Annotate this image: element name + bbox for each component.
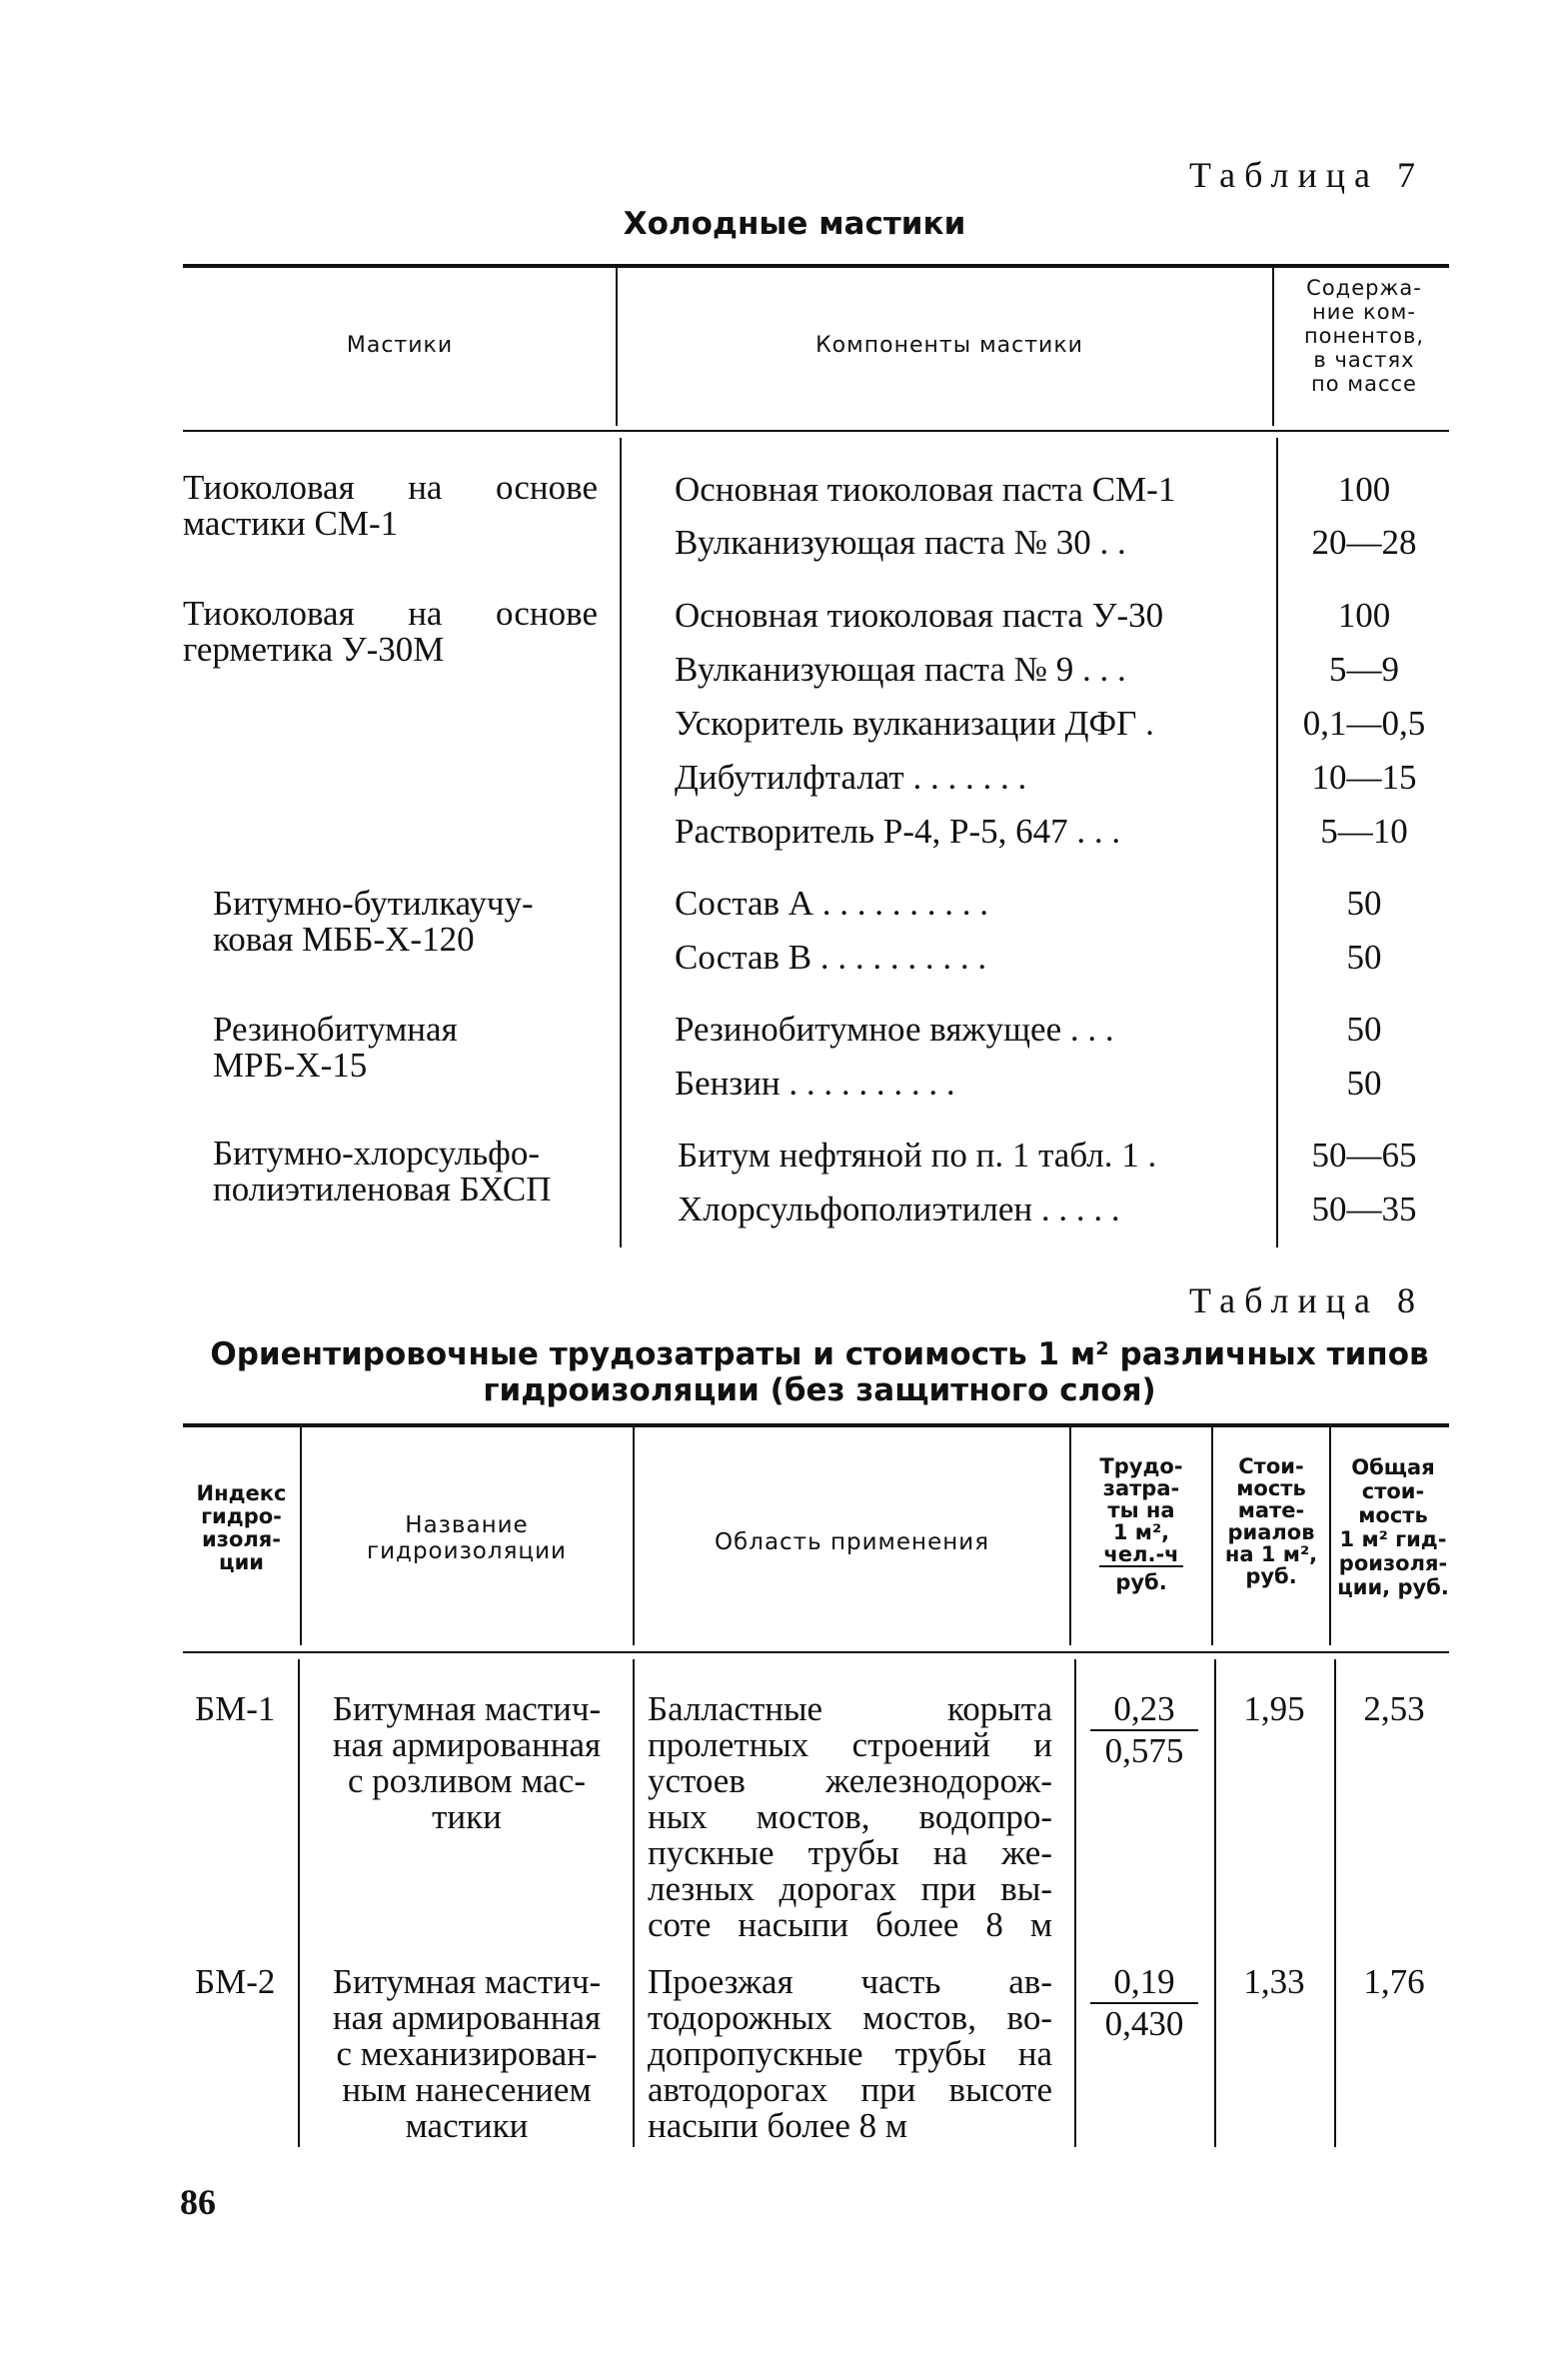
table7-header-content-line: ние ком-	[1312, 300, 1416, 324]
table7-component: Основная тиоколовая паста У-30	[675, 596, 1164, 635]
table7-mastic-name-line: Тиоколовая на основе	[183, 594, 598, 633]
table8-row-labor-fraction	[1084, 1691, 1204, 1769]
table7-component: Дибутилфталат . . . . . . .	[675, 758, 1027, 797]
table8-header-divider-5	[1329, 1427, 1331, 1645]
table7-header-content-line: по массе	[1311, 372, 1417, 396]
table8-row-material: 1,95	[1243, 1689, 1305, 1728]
table7-mastic-name	[213, 886, 613, 958]
table8-row-total: 2,53	[1363, 1689, 1425, 1728]
table7-mastic-name-line: полиэтиленовая БХСП	[213, 1170, 552, 1208]
table8-header-total-line: роизоля-	[1338, 1551, 1448, 1575]
table7-value: 5—9	[1329, 650, 1399, 689]
table7-mastic-name-line: ковая МББ-Х-120	[213, 920, 475, 959]
table7-body-divider-2	[1276, 438, 1278, 1247]
table7-mastic-name	[213, 1012, 613, 1084]
table7-component: Ускоритель вулканизации ДФГ .	[675, 704, 1154, 743]
table8-header-index-line: Индекс	[196, 1481, 287, 1505]
table8-header-index-line: изоля-	[202, 1527, 281, 1551]
table8-header-material-line: мате-	[1237, 1498, 1305, 1522]
table8-row-name-line: тики	[432, 1797, 502, 1836]
table8-row-area	[648, 1691, 1052, 1943]
table7-component: Состав А . . . . . . . . . .	[675, 884, 989, 923]
table8-header-total	[1333, 1455, 1453, 1599]
table8-row-name-line: Битумная мастич-	[332, 1689, 602, 1728]
table8-row-name-line: с розливом мас-	[348, 1761, 586, 1800]
table8-header-divider-3	[1069, 1427, 1071, 1645]
table8-row-name-line: мастики	[405, 2106, 529, 2145]
table7-component: Растворитель Р-4, Р-5, 647 . . .	[675, 812, 1121, 851]
table8-header-material-line: на 1 м²,	[1224, 1542, 1318, 1566]
table8-row-name-line: ная армированная	[332, 1725, 602, 1764]
table8-row-area-line: пролетных строений и	[648, 1725, 1052, 1764]
table8-header-material-line: риалов	[1227, 1520, 1315, 1544]
table7-component: Хлорсульфополиэтилен . . . . .	[678, 1189, 1120, 1228]
table8-body-divider-1	[298, 1659, 300, 2147]
table8-row-area-line: автодорогах при высоте	[648, 2070, 1052, 2109]
table8-header-name-line: Название	[405, 1512, 529, 1538]
table7-value: 0,1—0,5	[1302, 704, 1426, 743]
table8-row-name	[306, 1964, 628, 2144]
table8-title-line: Ориентировочные трудозатраты и стоимость 1 м² различных типов	[210, 1336, 1429, 1372]
table8-row-area-line: пускные трубы на же-	[648, 1833, 1052, 1872]
table8-title	[200, 1336, 1439, 1408]
table8-row-index: БМ-1	[195, 1689, 276, 1728]
table7-header-divider-2	[1272, 268, 1274, 426]
table8-row-material: 1,33	[1243, 1962, 1305, 2001]
table8-row-name	[306, 1691, 628, 1835]
table7-component: Бензин . . . . . . . . . .	[675, 1064, 955, 1103]
table7-component: Битум нефтяной по п. 1 табл. 1 .	[678, 1136, 1157, 1175]
table8-row-area-line: Балластные корыта	[648, 1689, 1052, 1728]
table7-component: Резинобитумное вяжущее . . .	[675, 1010, 1114, 1049]
table8-header-labor-denominator: руб.	[1115, 1570, 1167, 1594]
table8-body-divider-2	[633, 1659, 635, 2147]
table8-row-name-line: ным нанесением	[342, 2070, 592, 2109]
table7-body-divider-1	[620, 438, 622, 1247]
table7-value: 20—28	[1311, 523, 1417, 562]
table8-header-name	[306, 1512, 628, 1564]
table8-header-material-line: мость	[1236, 1476, 1306, 1500]
table7-mastic-name-line: Резинобитумная	[213, 1010, 458, 1049]
table8-body-divider-4	[1214, 1659, 1216, 2147]
table7-mastic-name-line: Битумно-хлорсульфо-	[213, 1134, 540, 1173]
table7-value: 50	[1346, 1064, 1382, 1103]
table8-header-labor-line: 1 м²,	[1112, 1520, 1170, 1544]
table8-row-total: 1,76	[1363, 1962, 1425, 2001]
table8-caption: Таблица 8	[1189, 1280, 1424, 1320]
table8-header-total-line: 1 м² гид-	[1339, 1527, 1447, 1551]
table7-value: 50—35	[1311, 1189, 1417, 1228]
table8-body-divider-5	[1334, 1659, 1336, 2147]
table7-caption: Таблица 7	[1189, 155, 1424, 195]
table8-row-area-line: соте насыпи более 8 м	[648, 1905, 1052, 1944]
table7-mastic-name-line: Тиоколовая на основе	[183, 468, 598, 507]
table7-mastic-name	[183, 470, 598, 542]
table8-header-labor-line: ты на	[1107, 1498, 1175, 1522]
table8-header-material	[1213, 1455, 1329, 1587]
table8-title-line: гидроизоляции (без защитного слоя)	[483, 1372, 1156, 1408]
table8-row-name-line: ная армированная	[332, 1998, 602, 2037]
table8-header-total-line: ции, руб.	[1337, 1575, 1449, 1599]
table8-header-divider-1	[300, 1427, 302, 1645]
table8-top-rule	[183, 1423, 1449, 1427]
table8-header-labor	[1073, 1455, 1209, 1593]
table7-header-content	[1279, 276, 1449, 396]
table8-header-area: Область применения	[714, 1529, 990, 1555]
table7-header-content-line: в частях	[1313, 348, 1415, 372]
table8-row-name-line: с механизирован-	[336, 2034, 598, 2073]
table8-header-labor-line: чел.-ч	[1099, 1543, 1182, 1567]
table7-top-rule	[183, 264, 1449, 268]
table8-header-material-line: руб.	[1245, 1564, 1297, 1588]
table7-header-components: Компоненты мастики	[815, 333, 1083, 358]
table8-header-labor-line: затра-	[1102, 1476, 1180, 1500]
table8-row-area-line: устоев железнодорож-	[648, 1761, 1052, 1800]
table7-mastic-name-line: герметика У-30М	[183, 630, 445, 669]
table8-row-area-line: тодорожных мостов, во-	[648, 1998, 1052, 2037]
table8-row-index: БМ-2	[195, 1962, 276, 2001]
table8-row-area-line: Проезжая часть ав-	[648, 1962, 1052, 2001]
table7-header-rule	[183, 430, 1449, 432]
table7-header-divider-1	[616, 268, 618, 426]
table8-row-area-line: лезных дорогах при вы-	[648, 1869, 1052, 1908]
table8-row-area-line: допропускные трубы на	[648, 2034, 1052, 2073]
table7-component: Основная тиоколовая паста СМ-1	[675, 470, 1176, 509]
table8-row-labor-numerator: 0,23	[1113, 1689, 1175, 1728]
table8-row-labor-denominator: 0,575	[1104, 1731, 1184, 1770]
table8-header-total-line: стои-	[1361, 1479, 1425, 1503]
table8-header-total-line: Общая	[1351, 1455, 1435, 1479]
table7-value: 50	[1346, 938, 1382, 977]
table8-header-total-line: мость	[1358, 1503, 1428, 1527]
table7-header-mastics: Мастики	[346, 333, 454, 358]
table7-mastic-name-line: МРБ-Х-15	[213, 1046, 368, 1085]
table8-row-area-line: ных мостов, водопро-	[648, 1797, 1052, 1836]
table8-header-material-line: Стои-	[1238, 1454, 1304, 1478]
page-number: 86	[180, 2182, 216, 2222]
table7-value: 50—65	[1311, 1136, 1417, 1175]
table7-value: 50	[1346, 884, 1382, 923]
table7-mastic-name	[213, 1136, 613, 1207]
table8-row-area-line: насыпи более 8 м	[648, 2106, 908, 2145]
table7-mastic-name	[183, 596, 598, 668]
table7-value: 50	[1346, 1010, 1382, 1049]
table8-header-index-line: ции	[219, 1550, 264, 1574]
table8-row-area	[648, 1964, 1052, 2144]
table7-component: Вулканизующая паста № 9 . . .	[675, 650, 1126, 689]
table8-row-name-line: Битумная мастич-	[332, 1962, 602, 2001]
table7-header-content-line: понентов,	[1303, 324, 1425, 348]
table7-component: Состав В . . . . . . . . . .	[675, 938, 987, 977]
table7-value: 10—15	[1311, 758, 1417, 797]
table7-mastic-name-line: Битумно-бутилкаучу-	[213, 884, 534, 923]
table7-value: 100	[1337, 470, 1391, 509]
table7-component: Вулканизующая паста № 30 . .	[675, 523, 1126, 562]
table8-body-divider-3	[1074, 1659, 1076, 2147]
table7-value: 100	[1337, 596, 1391, 635]
table8-header-divider-2	[633, 1427, 635, 1645]
table7-header-content-line: Содержа-	[1306, 276, 1422, 300]
table7-value: 5—10	[1320, 812, 1408, 851]
table7-title: Холодные мастики	[623, 206, 966, 242]
table8-header-index-line: гидро-	[201, 1504, 282, 1528]
table8-header-index	[183, 1482, 300, 1574]
table8-row-labor-fraction	[1084, 1964, 1204, 2042]
table7-mastic-name-line: мастики СМ-1	[183, 504, 399, 543]
table8-header-name-line: гидроизоляции	[367, 1538, 567, 1564]
table8-header-labor-line: Трудо-	[1099, 1454, 1183, 1478]
table8-row-labor-numerator: 0,19	[1113, 1962, 1175, 2001]
table8-row-labor-denominator: 0,430	[1104, 2004, 1184, 2043]
table8-header-rule	[183, 1651, 1449, 1653]
